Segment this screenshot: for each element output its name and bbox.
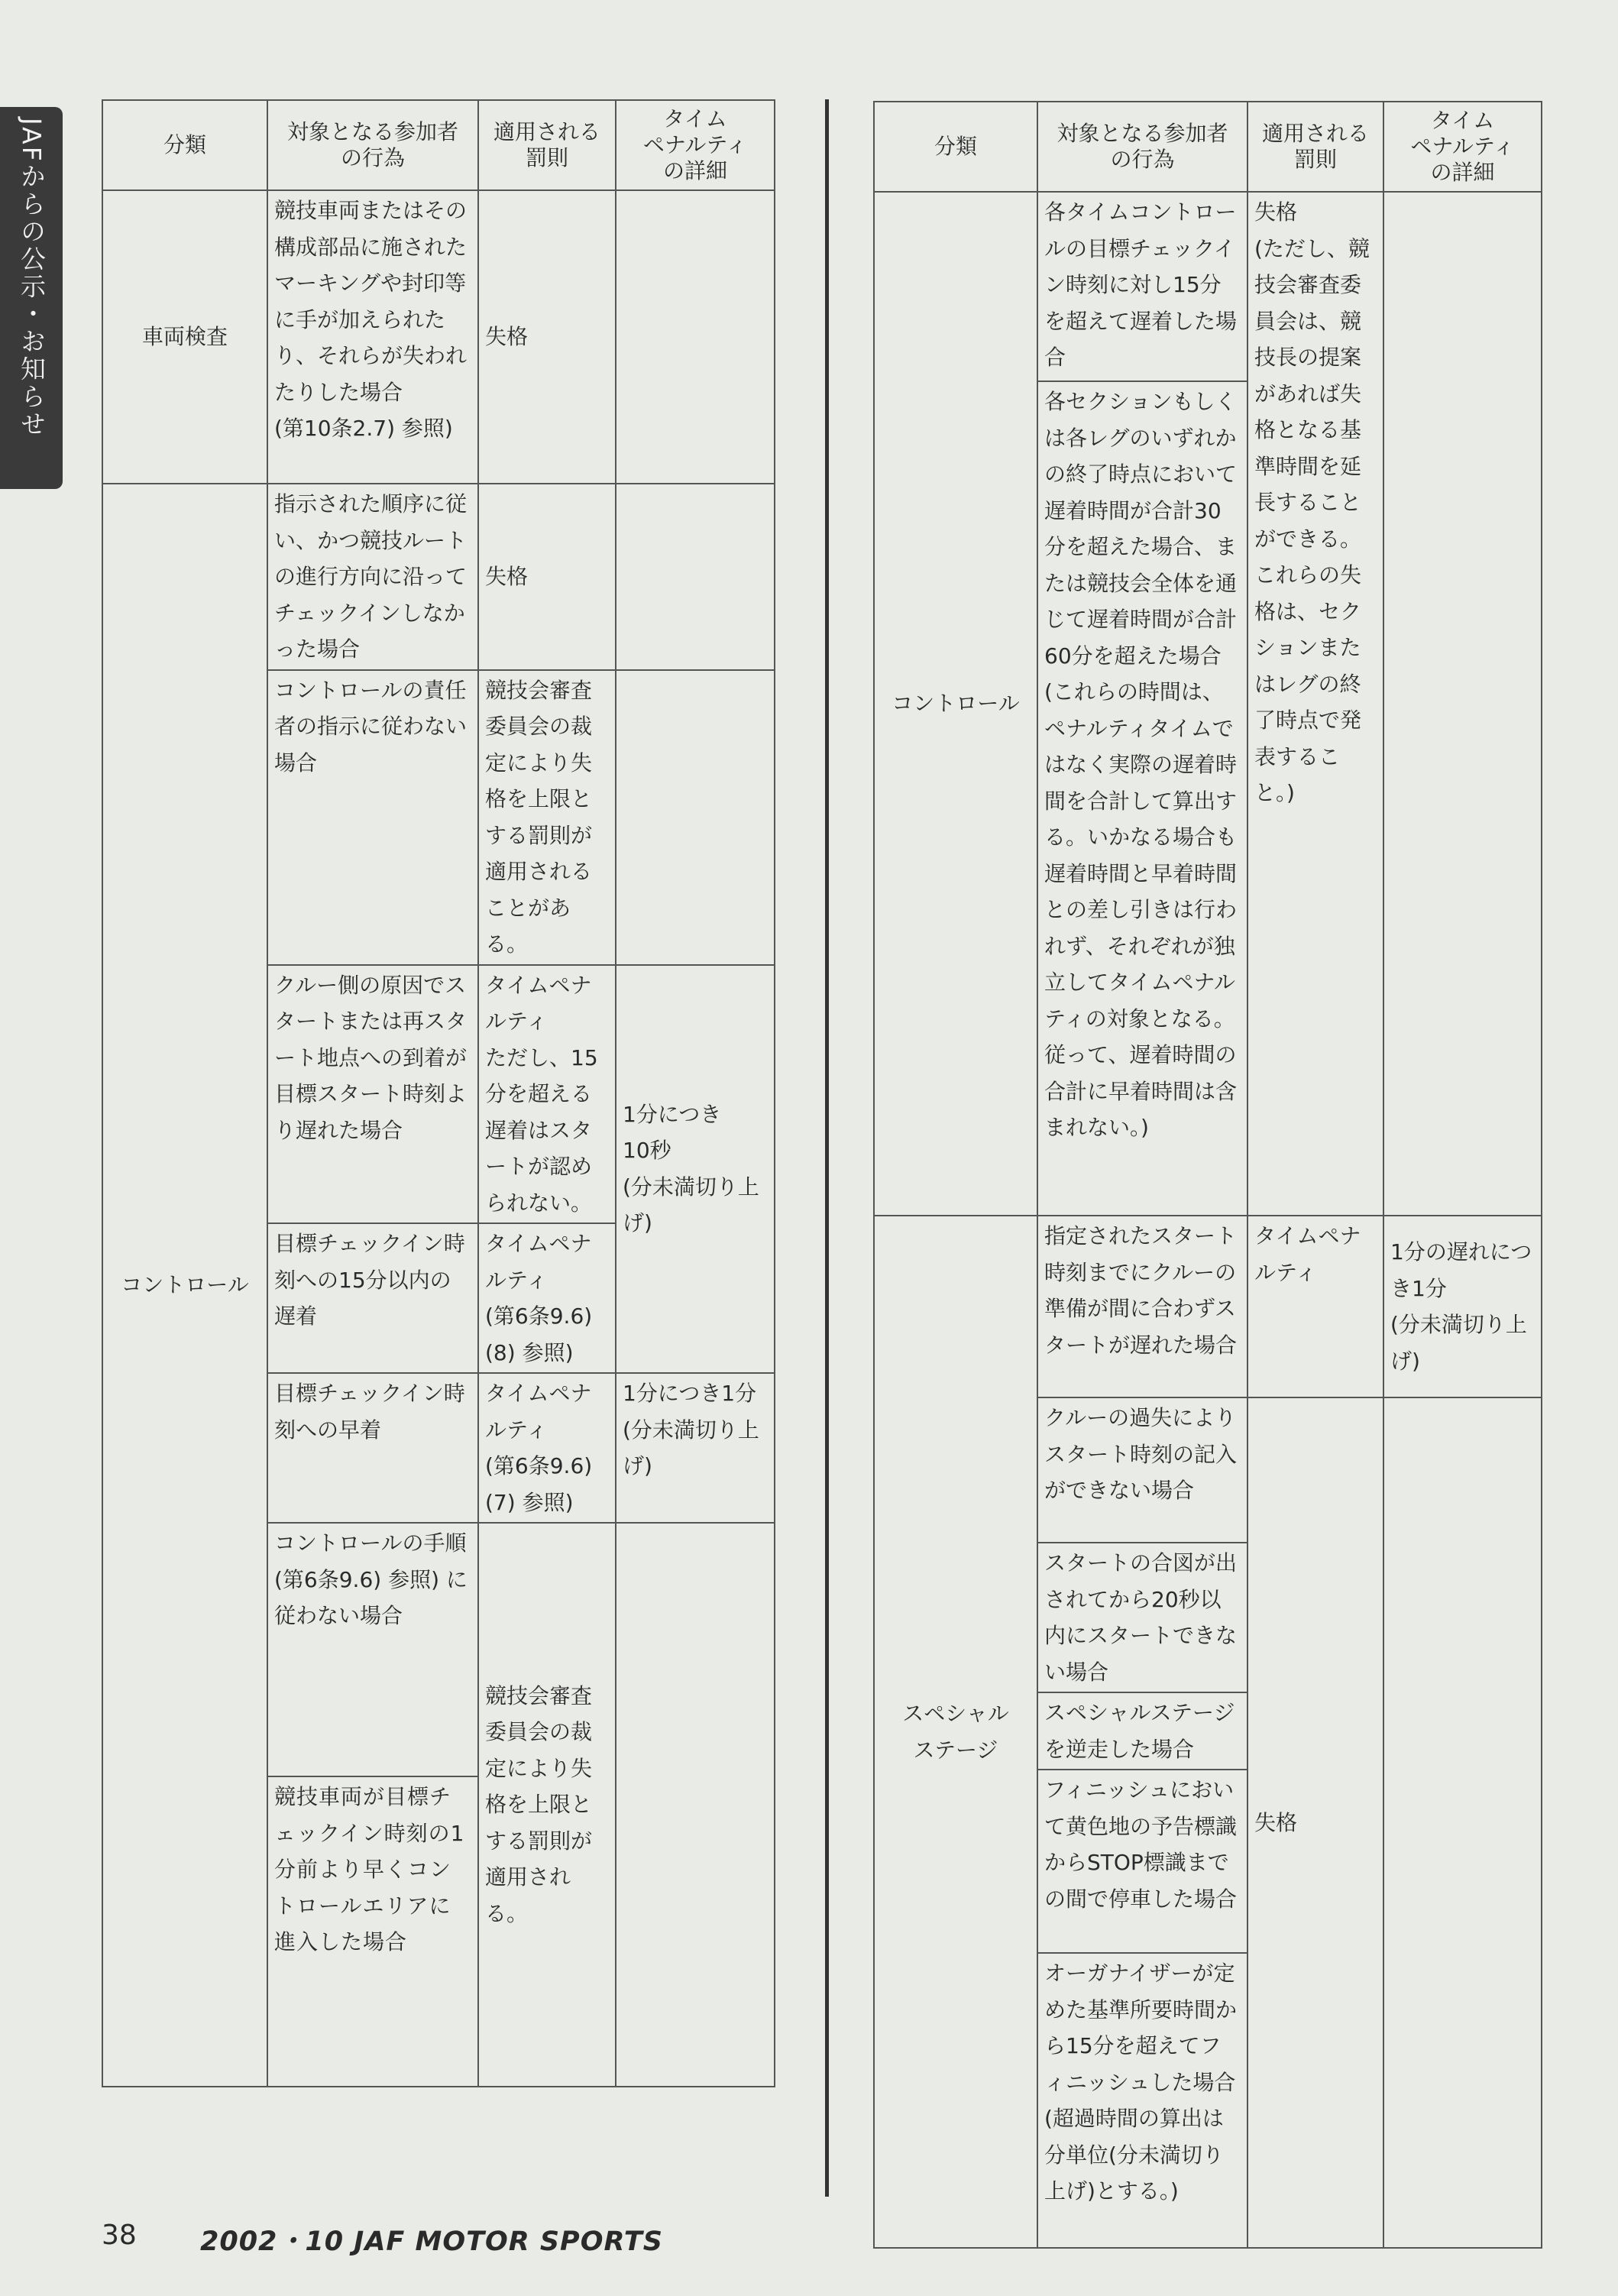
act-cell: 目標チェックイン時刻への15分以内の遅着 <box>267 1223 478 1373</box>
penalty-cell: タイムペナルティ ただし、15分を超える遅着はスタートが認められない。 <box>478 965 616 1224</box>
detail-cell <box>616 1523 775 2087</box>
magazine-title: 2002・10 JAF MOTOR SPORTS <box>200 2226 663 2257</box>
detail-cell: 1分につき 10秒 (分未満切り上げ) <box>616 965 775 1374</box>
header-penalty: 適用される 罰則 <box>478 100 616 190</box>
header-category: 分類 <box>102 100 267 190</box>
table-row <box>102 484 775 670</box>
table-header-row <box>874 102 1542 192</box>
detail-cell <box>616 190 775 484</box>
act-cell: クルーの過失によりスタート時刻の記入ができない場合 <box>1037 1397 1247 1543</box>
penalty-table-left <box>102 99 775 2087</box>
detail-cell: 1分につき1分 (分未満切り上げ) <box>616 1373 775 1523</box>
act-cell: 競技車両が目標チェックイン時刻の1分前より早くコントロールエリアに進入した場合 <box>267 1776 478 2087</box>
penalty-cell: 失格 (ただし、競技会審査委員会は、競技長の提案があれば失格となる基準時間を延長することができる。これらの失格は、セクションまたはレグの終了時点で発表すること。) <box>1247 192 1383 1216</box>
header-act: 対象となる参加者 の行為 <box>1037 102 1247 192</box>
act-cell: 競技車両またはその構成部品に施されたマーキングや封印等に手が加えられたり、それらが失われたりした場合 (第10条2.7) 参照) <box>267 190 478 484</box>
header-detail: タイム ペナルティ の詳細 <box>616 100 775 190</box>
act-cell: クルー側の原因でスタートまたは再スタート地点への到着が目標スタート時刻より遅れた場合 <box>267 965 478 1224</box>
act-cell: コントロールの手順 (第6条9.6) 参照) に従わない場合 <box>267 1523 478 1776</box>
page-number: 38 <box>102 2220 137 2251</box>
detail-cell <box>1383 1397 1542 2248</box>
penalty-cell: タイムペナルティ (第6条9.6) (7) 参照) <box>478 1373 616 1523</box>
penalty-cell: 競技会審査委員会の裁定により失格を上限とする罰則が適用されることがある。 <box>478 670 616 965</box>
detail-cell <box>1383 192 1542 1216</box>
act-cell: 各タイムコントロールの目標チェックイン時刻に対し15分を超えて遅着した場合 <box>1037 192 1247 381</box>
penalty-cell: タイムペナルティ <box>1247 1216 1383 1397</box>
column-divider <box>825 99 829 2197</box>
table-row <box>102 190 775 484</box>
category-cell: 車両検査 <box>102 190 267 484</box>
detail-cell: 1分の遅れにつき1分 (分未満切り上げ) <box>1383 1216 1542 1397</box>
act-cell: スタートの合図が出されてから20秒以内にスタートできない場合 <box>1037 1543 1247 1692</box>
section-side-tab <box>0 107 63 489</box>
table-row <box>874 1216 1542 1397</box>
penalty-cell: 失格 <box>478 190 616 484</box>
category-cell: コントロール <box>102 484 267 2087</box>
detail-cell <box>616 670 775 965</box>
category-cell: スペシャル ステージ <box>874 1216 1037 2248</box>
act-cell: 目標チェックイン時刻への早着 <box>267 1373 478 1523</box>
side-tab-label: JAFからの公示・お知らせ <box>17 118 47 439</box>
act-cell: オーガナイザーが定めた基準所要時間から15分を超えてフィニッシュした場合 (超過時間の算出は分単位(分未満切り上げ)とする。) <box>1037 1953 1247 2248</box>
act-cell: スペシャルステージを逆走した場合 <box>1037 1692 1247 1770</box>
header-category: 分類 <box>874 102 1037 192</box>
table-row <box>874 192 1542 381</box>
penalty-cell: 失格 <box>478 484 616 670</box>
act-cell: コントロールの責任者の指示に従わない場合 <box>267 670 478 965</box>
penalty-table-right <box>873 101 1542 2249</box>
act-cell: 各セクションもしくは各レグのいずれかの終了時点において遅着時間が合計30分を超えた場合、または競技会全体を通じて遅着時間が合計60分を超えた場合 (これらの時間は、ペナルティタイムではなく実際の遅着時間を合計して算出する。いかなる場合も遅着時間と早着時間との差し引きは行われず、それぞれが独立してタイムペナルティの対象となる。従って、遅着時間の合計に早着時間は含まれない。) <box>1037 381 1247 1216</box>
act-cell: 指示された順序に従い、かつ競技ルートの進行方向に沿ってチェックインしなかった場合 <box>267 484 478 670</box>
act-cell: 指定されたスタート時刻までにクルーの準備が間に合わずスタートが遅れた場合 <box>1037 1216 1247 1397</box>
header-detail: タイム ペナルティ の詳細 <box>1383 102 1542 192</box>
category-cell: コントロール <box>874 192 1037 1216</box>
header-penalty: 適用される 罰則 <box>1247 102 1383 192</box>
penalty-cell: 競技会審査委員会の裁定により失格を上限とする罰則が適用される。 <box>478 1523 616 2087</box>
header-act: 対象となる参加者 の行為 <box>267 100 478 190</box>
penalty-cell: 失格 <box>1247 1397 1383 2248</box>
detail-cell <box>616 484 775 670</box>
table-header-row <box>102 100 775 190</box>
penalty-cell: タイムペナルティ (第6条9.6) (8) 参照) <box>478 1223 616 1373</box>
act-cell: フィニッシュにおいて黄色地の予告標識からSTOP標識までの間で停車した場合 <box>1037 1770 1247 1953</box>
